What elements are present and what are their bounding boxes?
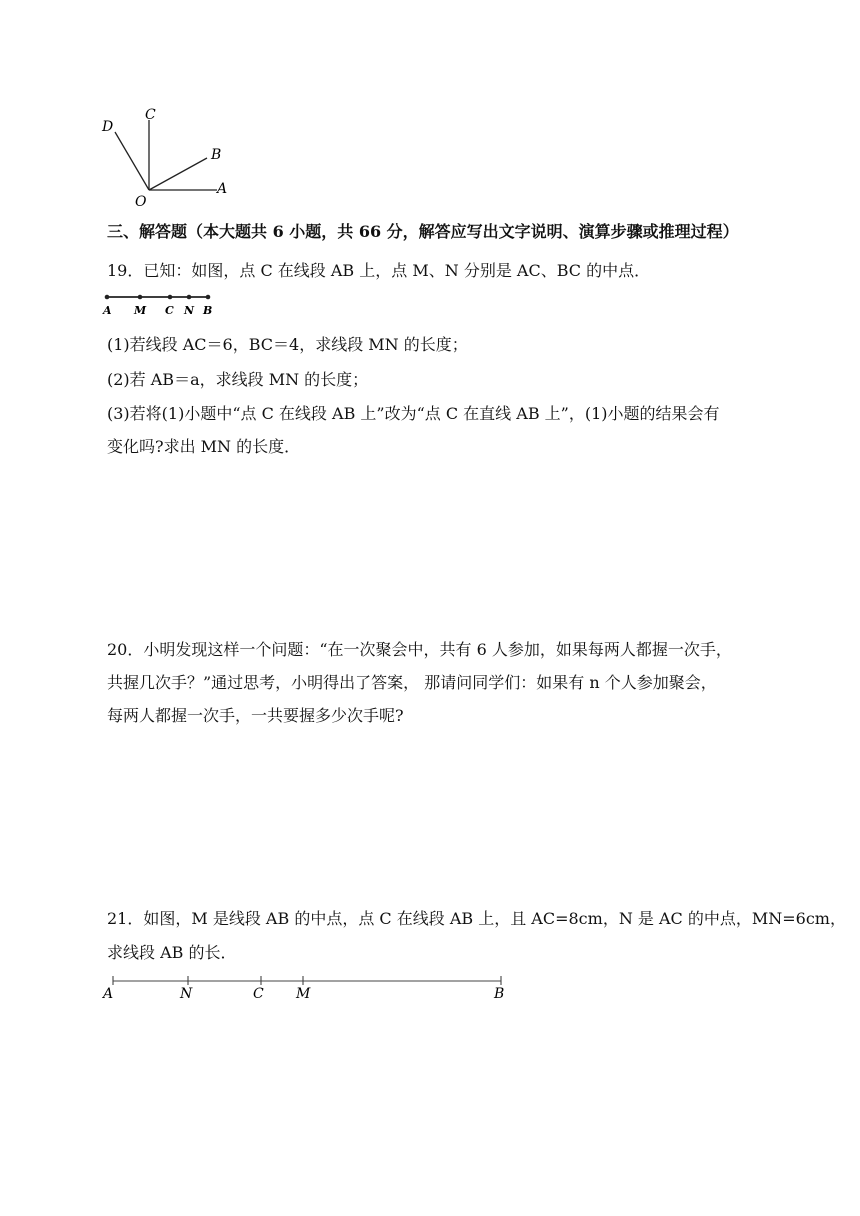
angle-figure [95,100,245,210]
q19-label-n: N [184,304,195,317]
ray-ob [149,158,207,190]
q19-part3-line2: 变化吗?求出 MN 的长度． [107,437,301,456]
ray-od [115,132,149,190]
label-c: C [145,107,156,123]
label-d: D [102,119,114,135]
point-n [187,295,192,300]
q20-line3: 每两人都握一次手，一共要握多少次手呢? [107,706,404,725]
q20-line1: 20．小明发现这样一个问题：“在一次聚会中，共有 6 人参加，如果每两人都握一次手， [107,640,732,659]
q21-label-m: M [296,986,311,1002]
q19-label-c: C [165,304,174,317]
q21-segment-figure [100,972,520,1008]
label-a: A [217,181,228,197]
q21-label-b: B [494,986,505,1002]
q19-label-a: A [103,304,112,317]
q21-label-c: C [253,986,264,1002]
q19-part2: (2)若 AB＝a，求线段 MN 的长度； [107,370,369,389]
q19-stem: 19．已知：如图，点 C 在线段 AB 上，点 M、N 分别是 AC、BC 的中点． [107,261,651,280]
point-m [138,295,143,300]
q21-line1: 21．如图，M 是线段 AB 的中点，点 C 在线段 AB 上，且 AC=8cm，N 是 AC 的中点，MN=6cm， [107,909,846,928]
label-b: B [211,147,222,163]
section-title: 三、解答题（本大题共 6 小题，共 66 分，解答应写出文字说明、演算步骤或推理过程） [107,222,739,241]
q19-label-b: B [203,304,213,317]
q19-segment-figure [100,290,220,318]
label-o: O [135,194,147,210]
q20-line2: 共握几次手？”通过思考，小明得出了答案， 那请问同学们：如果有 n 个人参加聚会， [107,673,717,692]
q21-label-n: N [180,986,193,1002]
q21-line2: 求线段 AB 的长． [107,943,237,962]
point-c [168,295,173,300]
point-b [206,295,211,300]
q19-label-m: M [134,304,147,317]
q21-label-a: A [103,986,114,1002]
q19-part3-line1: (3)若将(1)小题中“点 C 在线段 AB 上”改为“点 C 在直线 AB 上”，(1)小题的结果会有 [107,404,720,423]
q19-part1: (1)若线段 AC＝6，BC＝4，求线段 MN 的长度； [107,335,468,354]
point-a [105,295,110,300]
